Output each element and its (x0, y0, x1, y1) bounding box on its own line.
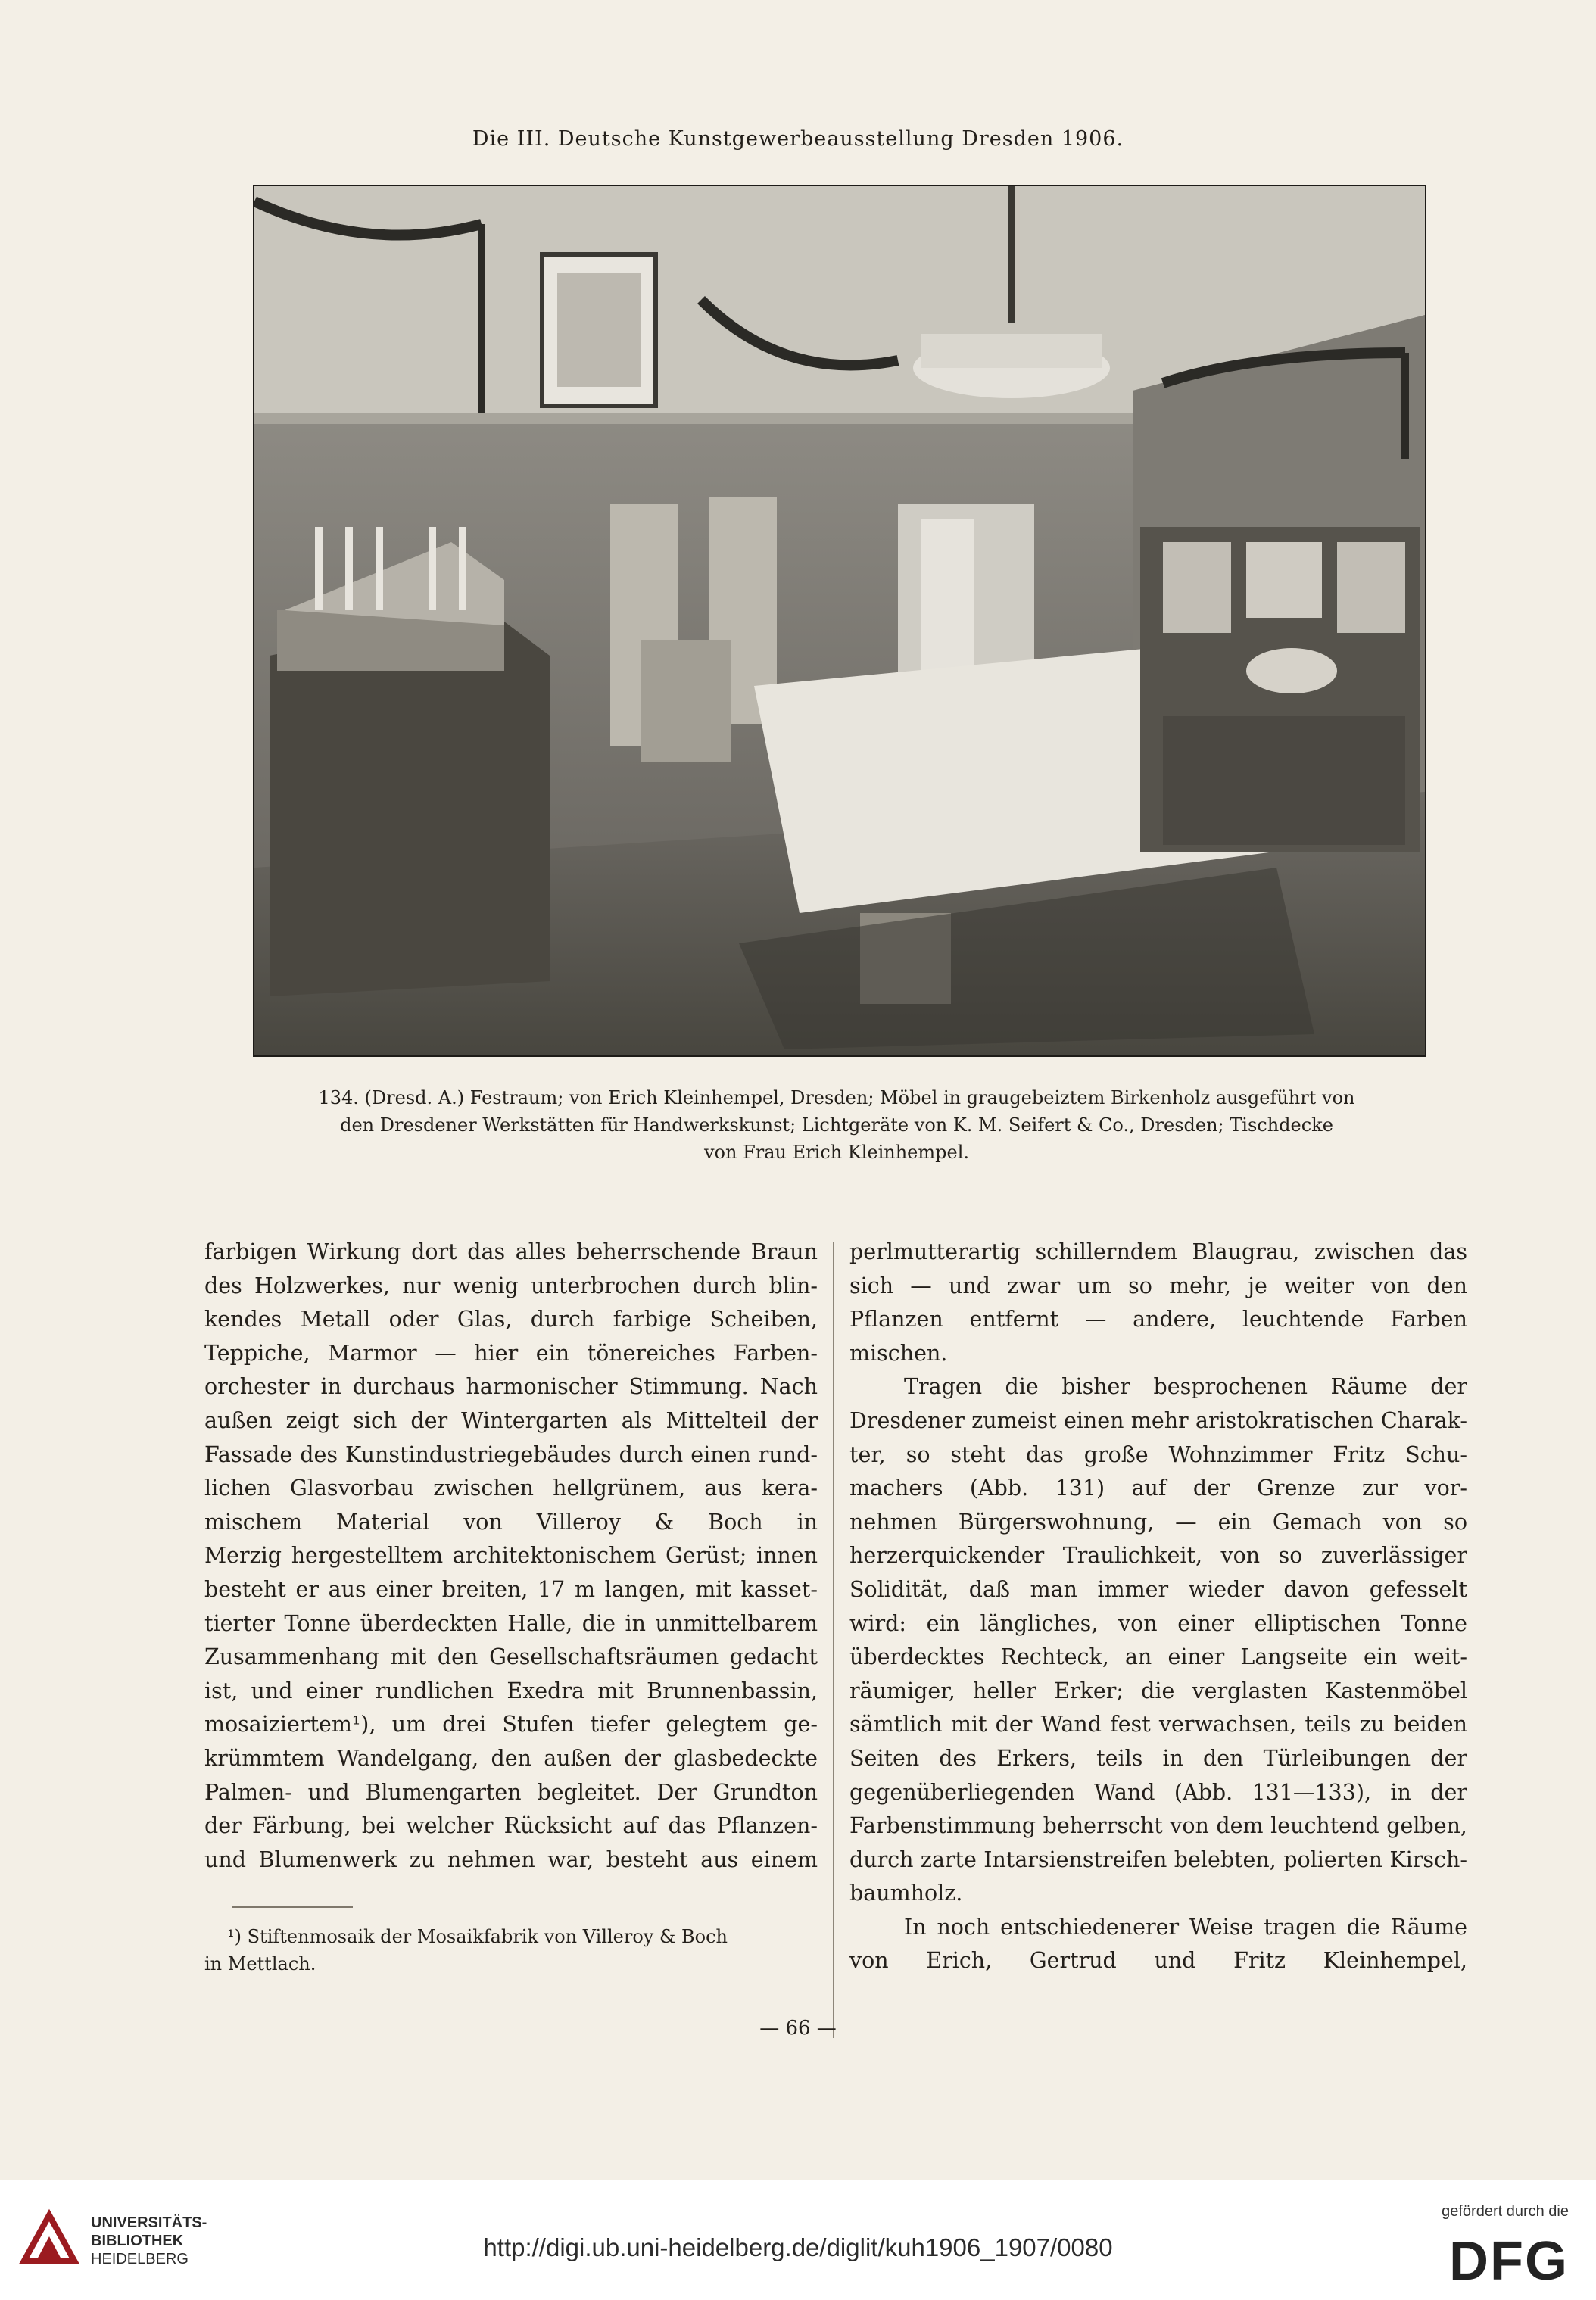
text-line: In noch entschiedenerer Weise tragen die Räume (904, 1914, 1467, 1940)
footnote-divider (232, 1906, 353, 1908)
text-line: Tragen die bisher besprochenen Räume der (904, 1374, 1467, 1400)
text-line: machers (Abb. 131) auf der Grenze zur vor- (849, 1476, 1467, 1501)
text-line: Fassade des Kunstindustriegebäudes durch einen rund- (204, 1441, 818, 1467)
caption-line-3: von Frau Erich Kleinhempel. (703, 1142, 970, 1163)
text-line: lichen Glasvorbau zwischen hellgrünem, aus kera- (204, 1476, 818, 1501)
footnote (204, 1923, 818, 1977)
text-line: besteht er aus einer breiten, 17 m langen, mit kasset- (204, 1576, 818, 1602)
text-line: farbigen Wirkung dort das alles beherrschende Braun (204, 1239, 818, 1264)
text-line: durch zarte Intarsienstreifen belebten, polierten Kirsch- (849, 1847, 1467, 1872)
text-line: räumiger, heller Erker; die verglasten Kastenmöbel (849, 1678, 1467, 1703)
text-line: Pflanzen entfernt — andere, leuchtende Farben (849, 1307, 1467, 1332)
text-line: wird: ein längliches, von einer elliptischen Tonne (849, 1610, 1467, 1636)
funding-note: gefördert durch die (1442, 2203, 1569, 2220)
text-line: herzerquickender Traulichkeit, von so zuverlässiger (849, 1543, 1467, 1569)
text-line: des Holzwerkes, nur wenig unterbrochen durch blin- (204, 1273, 818, 1298)
text-line: Teppiche, Marmor — hier ein tönereiches Farben- (204, 1340, 818, 1366)
text-line: ter, so steht das große Wohnzimmer Fritz Schu- (849, 1441, 1467, 1467)
text-line: kendes Metall oder Glas, durch farbige Scheiben, (204, 1307, 818, 1332)
text-line: gegenüberliegenden Wand (Abb. 131—133), in der (849, 1779, 1467, 1805)
text-line: Zusammenhang mit den Gesellschaftsräumen gedacht (204, 1644, 818, 1670)
text-line: perlmutterartig schillerndem Blaugrau, zwischen das (849, 1239, 1467, 1264)
digitization-footer (0, 2180, 1596, 2300)
text-line: Solidität, daß man immer wieder davon gefesselt (849, 1576, 1467, 1602)
text-line: ist, und einer rundlichen Exedra mit Brunnenbassin, (204, 1678, 818, 1703)
text-line: der Färbung, bei welcher Rücksicht auf das Pflanzen- (204, 1813, 818, 1839)
text-line: von Erich, Gertrud und Fritz Kleinhempel, (849, 1948, 1467, 1974)
text-line: überdecktes Rechteck, an einer Langseite ein weit- (849, 1644, 1467, 1670)
dfg-logo: DFG (1449, 2231, 1569, 2292)
text-line: Farbenstimmung beherrscht von dem leuchtend gelben, (849, 1813, 1467, 1839)
text-line: nehmen Bürgerswohnung, — ein Gemach von so (849, 1509, 1467, 1535)
room-photograph-drawing (254, 186, 1425, 1055)
library-name-line-2: BIBLIOTHEK (91, 2233, 184, 2249)
text-line: mosaiziertem¹), um drei Stufen tiefer gelegtem ge- (204, 1712, 818, 1737)
footnote-line-1: ¹) Stiftenmosaik der Mosaikfabrik von Villeroy & Boch (227, 1926, 728, 1947)
permalink-url[interactable]: http://digi.ub.uni-heidelberg.de/diglit/kuh1906_1907/0080 (483, 2233, 1113, 2261)
text-line: sich — und zwar um so mehr, je weiter von den (849, 1273, 1467, 1298)
library-name-line-3: HEIDELBERG (91, 2251, 189, 2267)
text-line: orchester in durchaus harmonischer Stimmung. Nach (204, 1374, 818, 1400)
text-line: mischem Material von Villeroy & Boch in (204, 1509, 818, 1535)
text-line: krümmtem Wandelgang, den außen der glasbedeckte (204, 1745, 818, 1771)
text-line: tierter Tonne überdeckten Halle, die in unmittelbarem (204, 1610, 818, 1636)
left-text-column (204, 1236, 818, 1877)
right-text-column (849, 1236, 1467, 1978)
text-line: mischen. (849, 1340, 948, 1366)
library-name-line-1: UNIVERSITÄTS- (91, 2214, 207, 2231)
text-line: Merzig hergestelltem architektonischem Gerüst; innen (204, 1543, 818, 1569)
caption-line-1: 134. (Dresd. A.) Festraum; von Erich Kleinhempel, Dresden; Möbel in graugebeiztem Birkenholz ausgeführt von (318, 1087, 1355, 1108)
room-photograph (253, 185, 1426, 1057)
text-line: baumholz. (849, 1881, 963, 1906)
text-line: Palmen- und Blumengarten begleitet. Der Grundton (204, 1779, 818, 1805)
figure-caption (220, 1084, 1454, 1166)
caption-line-2: den Dresdener Werkstätten für Handwerkskunst; Lichtgeräte von K. M. Seifert & Co., Dresden; Tischdecke (340, 1114, 1333, 1136)
column-divider (833, 1242, 834, 2038)
page-number: — 66 — (759, 2017, 837, 2040)
running-title: Die III. Deutsche Kunstgewerbeausstellung Dresden 1906. (472, 127, 1124, 151)
text-line: außen zeigt sich der Wintergarten als Mittelteil der (204, 1407, 818, 1433)
footnote-line-2: in Mettlach. (204, 1953, 316, 1974)
text-line: Dresdener zumeist einen mehr aristokratischen Charak- (849, 1407, 1467, 1433)
text-line: Seiten des Erkers, teils in den Türleibungen der (849, 1745, 1467, 1771)
text-line: und Blumenwerk zu nehmen war, besteht aus einem (204, 1847, 818, 1872)
text-line: sämtlich mit der Wand fest verwachsen, teils zu beiden (849, 1712, 1467, 1737)
